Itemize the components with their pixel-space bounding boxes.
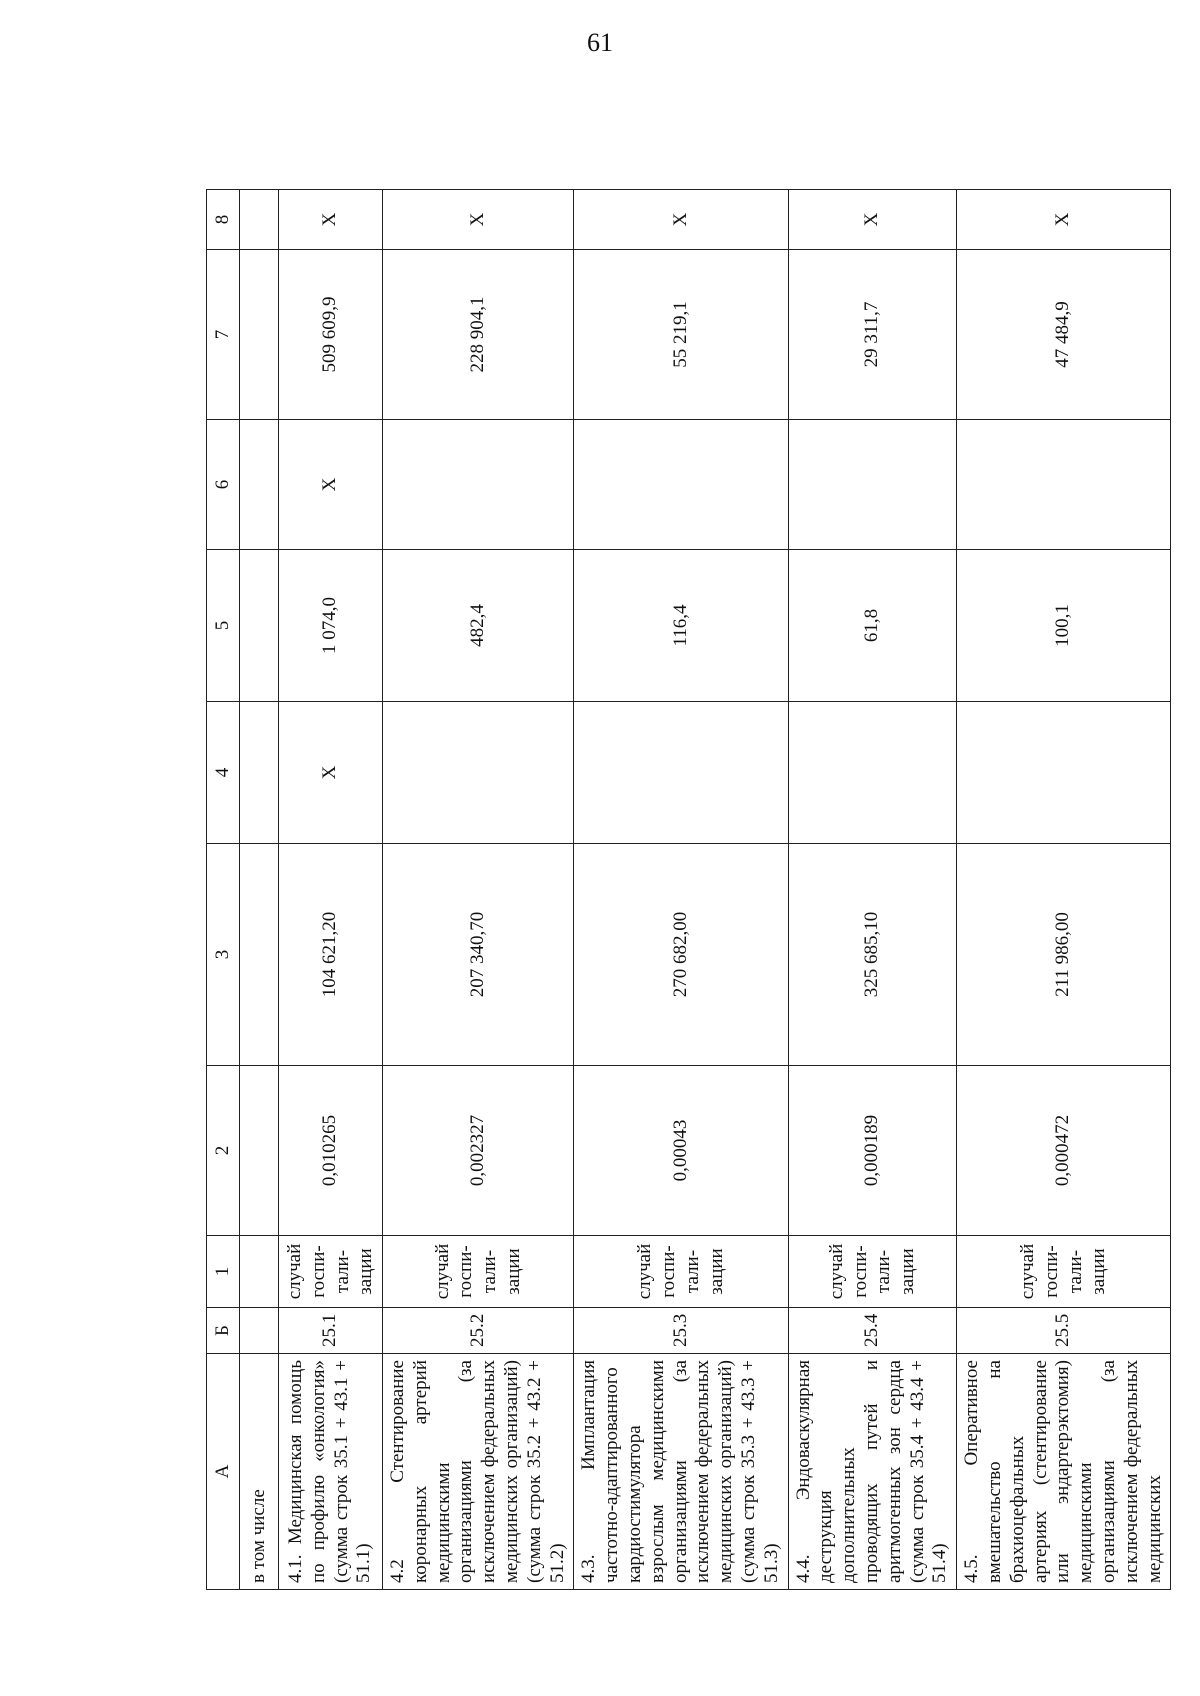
unit-text: зации — [897, 1248, 919, 1295]
empty-cell — [240, 1066, 279, 1236]
cell-col5: 482,4 — [383, 550, 574, 702]
column-header: 6 — [207, 420, 240, 550]
unit-text: тали- — [331, 1249, 353, 1294]
cell-col7: 29 311,7 — [788, 250, 957, 420]
empty-cell — [240, 1236, 279, 1308]
unit-text: госпи- — [1040, 1245, 1062, 1298]
cell-col8: Х — [383, 190, 574, 250]
unit-text: случай — [634, 1243, 656, 1300]
row-unit — [279, 1236, 383, 1308]
cell-col6 — [574, 420, 788, 550]
cell-col2: 0,010265 — [279, 1066, 383, 1236]
unit-text: тали- — [681, 1249, 703, 1294]
column-header: 3 — [207, 844, 240, 1066]
unit-text: тали- — [1064, 1249, 1086, 1294]
cell-col3: 104 621,20 — [279, 844, 383, 1066]
unit-text: зации — [1088, 1248, 1110, 1295]
column-header: 2 — [207, 1066, 240, 1236]
cell-col7: 228 904,1 — [383, 250, 574, 420]
page-number: 61 — [587, 28, 613, 57]
cell-col3: 325 685,10 — [788, 844, 957, 1066]
empty-cell — [240, 1308, 279, 1354]
unit-text: случай — [1017, 1243, 1039, 1300]
unit-text: зации — [502, 1248, 524, 1295]
row-code: 25.4 — [788, 1308, 957, 1354]
column-header: 7 — [207, 250, 240, 420]
empty-cell — [240, 190, 279, 250]
column-header: 4 — [207, 702, 240, 844]
cell-col8: Х — [957, 190, 1171, 250]
cell-col5: 1 074,0 — [279, 550, 383, 702]
row-name: 4.5. Оперативное вмешательство на брахиоцефальных артериях (стентирование или эндартерэктомия) медицинскими организациями (за исключением федеральных медицинских — [957, 1354, 1171, 1590]
table-row — [574, 190, 788, 1590]
cell-col4 — [574, 702, 788, 844]
unit-text: госпи- — [849, 1245, 871, 1298]
cell-col2: 0,000472 — [957, 1066, 1171, 1236]
unit-text: зации — [355, 1248, 377, 1295]
cell-col3: 270 682,00 — [574, 844, 788, 1066]
unit-text: зации — [705, 1248, 727, 1295]
empty-cell — [240, 420, 279, 550]
cell-col5: 61,8 — [788, 550, 957, 702]
cell-col2: 0,00043 — [574, 1066, 788, 1236]
unit-text: случай — [284, 1243, 305, 1300]
row-unit — [383, 1236, 574, 1308]
cell-col5: 116,4 — [574, 550, 788, 702]
cell-col3: 211 986,00 — [957, 844, 1171, 1066]
subheader-label: в том числе — [240, 1354, 279, 1590]
row-name: 4.4. Эндоваскулярная деструкция дополнительных проводящих путей и аритмогенных зон сердца (сумма строк 35.4 + 43.4 + 51.4) — [788, 1354, 957, 1590]
row-unit — [574, 1236, 788, 1308]
row-unit — [788, 1236, 957, 1308]
cell-col8: Х — [574, 190, 788, 250]
subheader-row — [240, 190, 279, 1590]
row-name: 4.3. Имплантация частотно-адаптированного кардиостимулятора взрослым медицинскими организациями (за исключением федеральных медицинских организаций) (сумма строк 35.3 + 43.3 + 51.3) — [574, 1354, 788, 1590]
row-code: 25.5 — [957, 1308, 1171, 1354]
cell-col2: 0,000189 — [788, 1066, 957, 1236]
row-name: 4.1. Медицинская помощь по профилю «онкология» (сумма строк 35.1 + 43.1 + 51.1) — [279, 1354, 383, 1590]
table-row — [279, 190, 383, 1590]
table-row — [788, 190, 957, 1590]
column-header: 5 — [207, 550, 240, 702]
column-header: Б — [207, 1308, 240, 1354]
row-code: 25.2 — [383, 1308, 574, 1354]
cell-col7: 509 609,9 — [279, 250, 383, 420]
cell-col7: 55 219,1 — [574, 250, 788, 420]
row-code: 25.1 — [279, 1308, 383, 1354]
unit-text: госпи- — [307, 1245, 329, 1298]
table-row — [957, 190, 1171, 1590]
row-code: 25.3 — [574, 1308, 788, 1354]
cell-col7: 47 484,9 — [957, 250, 1171, 420]
empty-cell — [240, 250, 279, 420]
cell-col4 — [383, 702, 574, 844]
cell-col6: Х — [279, 420, 383, 550]
empty-cell — [240, 550, 279, 702]
unit-text: госпи- — [455, 1245, 477, 1298]
unit-text: случай — [825, 1243, 847, 1300]
column-header: 1 — [207, 1236, 240, 1308]
cell-col4 — [957, 702, 1171, 844]
row-unit — [957, 1236, 1171, 1308]
header-row — [207, 190, 240, 1590]
cell-col8: Х — [788, 190, 957, 250]
cell-col6 — [383, 420, 574, 550]
unit-text: госпи- — [658, 1245, 680, 1298]
cell-col6 — [788, 420, 957, 550]
row-name: 4.2 Стентирование коронарных артерий медицинскими организациями (за исключением федеральных медицинских организаций) (сумма строк 35.2 + 43.2 + 51.2) — [383, 1354, 574, 1590]
unit-text: случай — [431, 1243, 453, 1300]
data-table — [206, 189, 1171, 1590]
unit-text: тали- — [873, 1249, 895, 1294]
empty-cell — [240, 844, 279, 1066]
cell-col2: 0,002327 — [383, 1066, 574, 1236]
unit-text: тали- — [479, 1249, 501, 1294]
column-header: А — [207, 1354, 240, 1590]
column-header: 8 — [207, 190, 240, 250]
table-row — [383, 190, 574, 1590]
cell-col5: 100,1 — [957, 550, 1171, 702]
empty-cell — [240, 702, 279, 844]
cell-col4 — [788, 702, 957, 844]
cell-col4: Х — [279, 702, 383, 844]
rotated-table-container — [206, 190, 1165, 1590]
cell-col6 — [957, 420, 1171, 550]
cell-col3: 207 340,70 — [383, 844, 574, 1066]
cell-col8: Х — [279, 190, 383, 250]
